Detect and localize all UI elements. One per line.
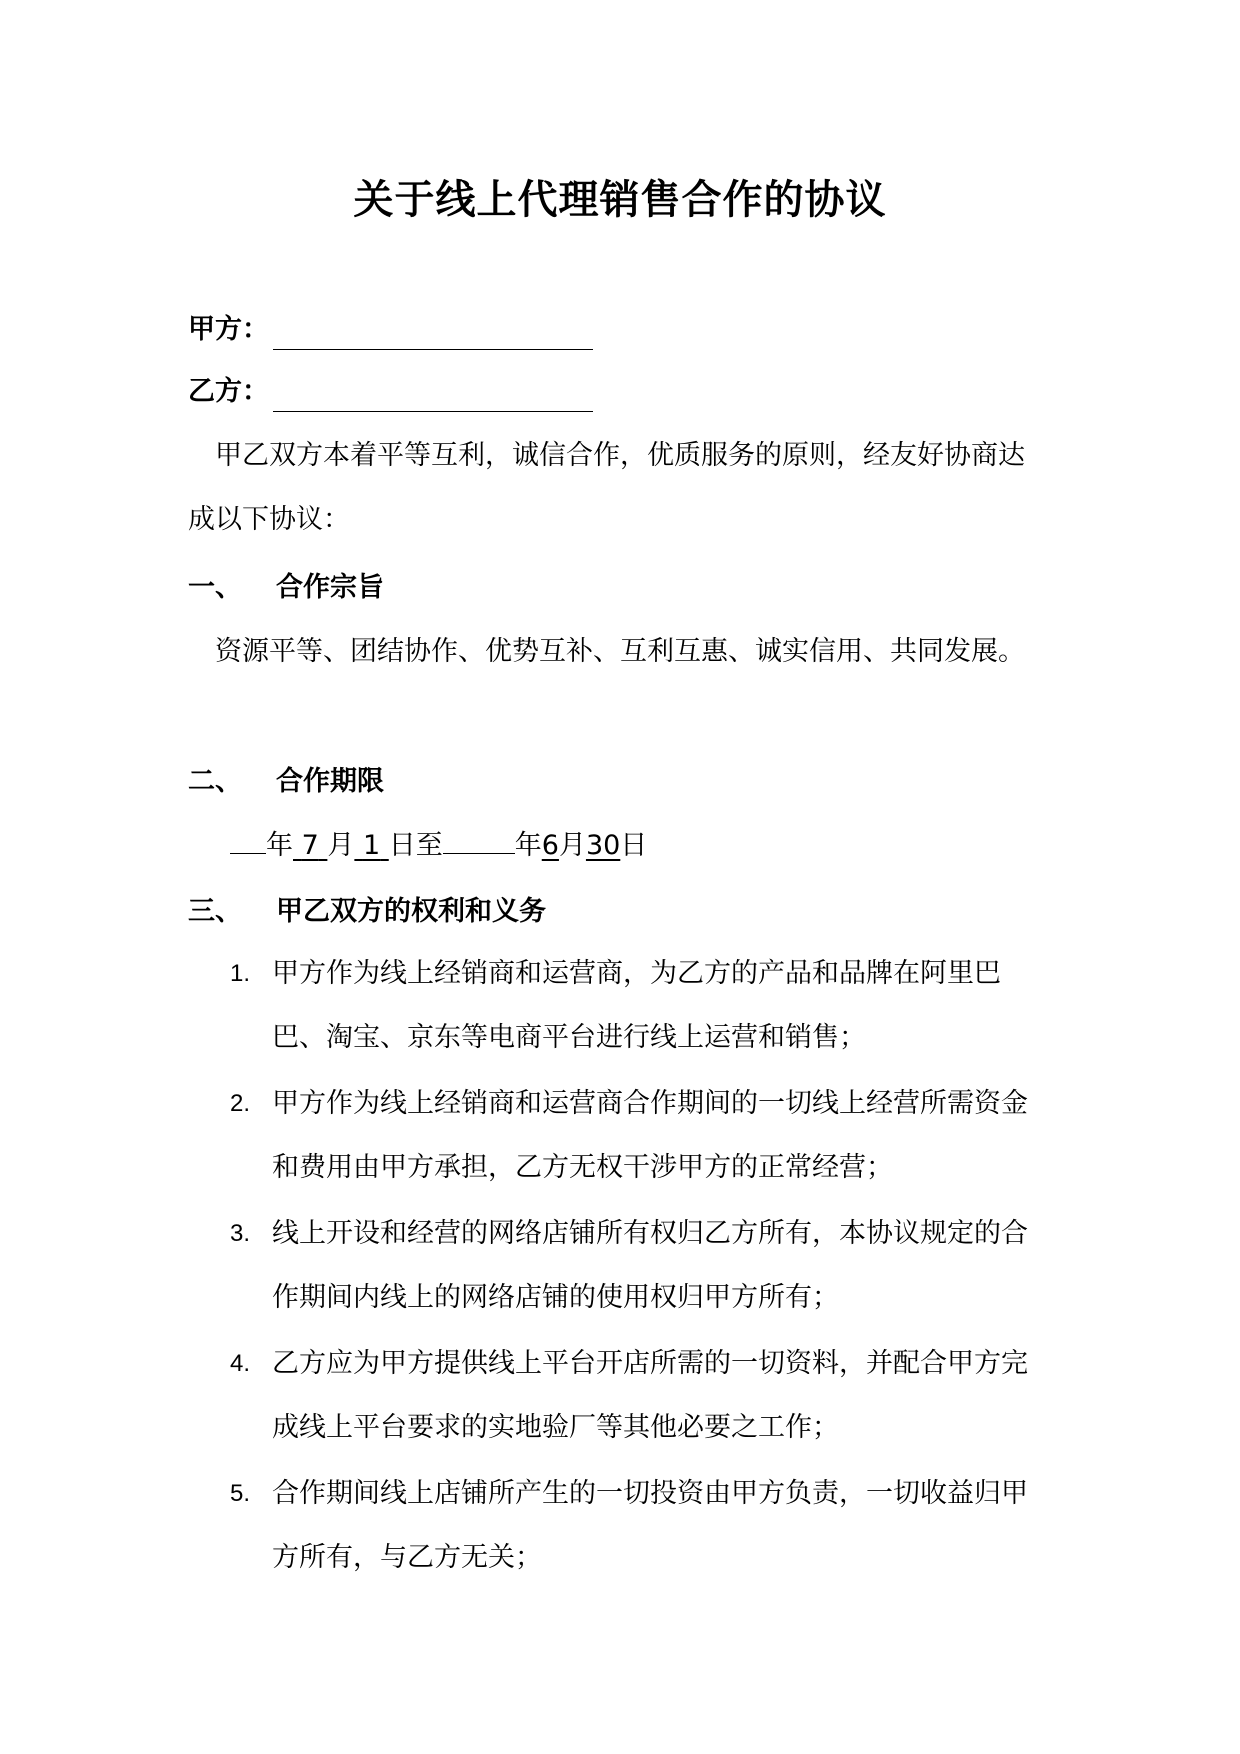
list-text: 线上开设和经营的网络店铺所有权归乙方所有，本协议规定的合作期间内线上的网络店铺的使用权归甲方所有；: [272, 1218, 1028, 1313]
list-number: 4.: [230, 1350, 251, 1377]
list-item: [230, 1072, 1052, 1200]
start-month: 7: [301, 830, 319, 861]
day-label: 日: [620, 830, 648, 861]
list-text: 乙方应为甲方提供线上平台开店所需的一切资料，并配合甲方完成线上平台要求的实地验厂等其他必要之工作；: [272, 1348, 1028, 1443]
list-item: [230, 1332, 1052, 1460]
section-title: 甲乙双方的权利和义务: [276, 896, 546, 927]
section-heading-purpose: [188, 568, 384, 608]
month-label: 月: [327, 830, 355, 861]
section-title: 合作宗旨: [276, 572, 384, 603]
year-label: 年: [266, 830, 293, 861]
year-label: 年: [514, 830, 542, 861]
obligations-list: [230, 942, 1052, 1592]
list-number: 1.: [230, 960, 251, 987]
purpose-paragraph: 资源平等、团结协作、优势互补、互利互惠、诚实信用、共同发展。: [215, 636, 1025, 667]
end-day: 30: [585, 830, 621, 861]
party-a-blank: [273, 319, 593, 350]
section-title: 合作期限: [276, 766, 384, 797]
end-year-blank: [443, 823, 515, 854]
start-day: 1: [362, 830, 381, 861]
party-b-blank: [273, 381, 593, 412]
section-heading-term: [188, 762, 384, 802]
list-item: [230, 1202, 1052, 1330]
list-number: 2.: [230, 1090, 251, 1117]
section-number: 三、: [188, 896, 242, 927]
term-line: [230, 814, 1090, 878]
month-label: 月: [558, 830, 586, 861]
list-number: 3.: [230, 1220, 251, 1247]
day-to-label: 日至: [388, 830, 443, 861]
section-number: 二、: [188, 766, 242, 797]
list-text: 合作期间线上店铺所产生的一切投资由甲方负责，一切收益归甲方所有，与乙方无关；: [272, 1478, 1028, 1573]
list-item: [230, 1462, 1052, 1590]
party-b-label: 乙方：: [188, 376, 269, 407]
list-text: 甲方作为线上经销商和运营商，为乙方的产品和品牌在阿里巴巴、淘宝、京东等电商平台进行线上运营和销售；: [272, 958, 1001, 1053]
list-text: 甲方作为线上经销商和运营商合作期间的一切线上经营所需资金和费用由甲方承担，乙方无权干涉甲方的正常经营；: [272, 1088, 1028, 1183]
party-a-line: [188, 310, 593, 350]
document-title: 关于线上代理销售合作的协议: [353, 177, 887, 223]
party-b-line: [188, 372, 593, 412]
party-a-label: 甲方：: [188, 314, 269, 345]
end-month: 6: [541, 830, 559, 861]
section-heading-obligations: [188, 892, 546, 932]
section-number: 一、: [188, 572, 242, 603]
list-number: 5.: [230, 1480, 251, 1507]
intro-paragraph: 甲乙双方本着平等互利，诚信合作，优质服务的原则，经友好协商达成以下协议：: [188, 440, 1025, 535]
list-item: [230, 942, 1052, 1070]
start-year-blank: [230, 823, 266, 854]
